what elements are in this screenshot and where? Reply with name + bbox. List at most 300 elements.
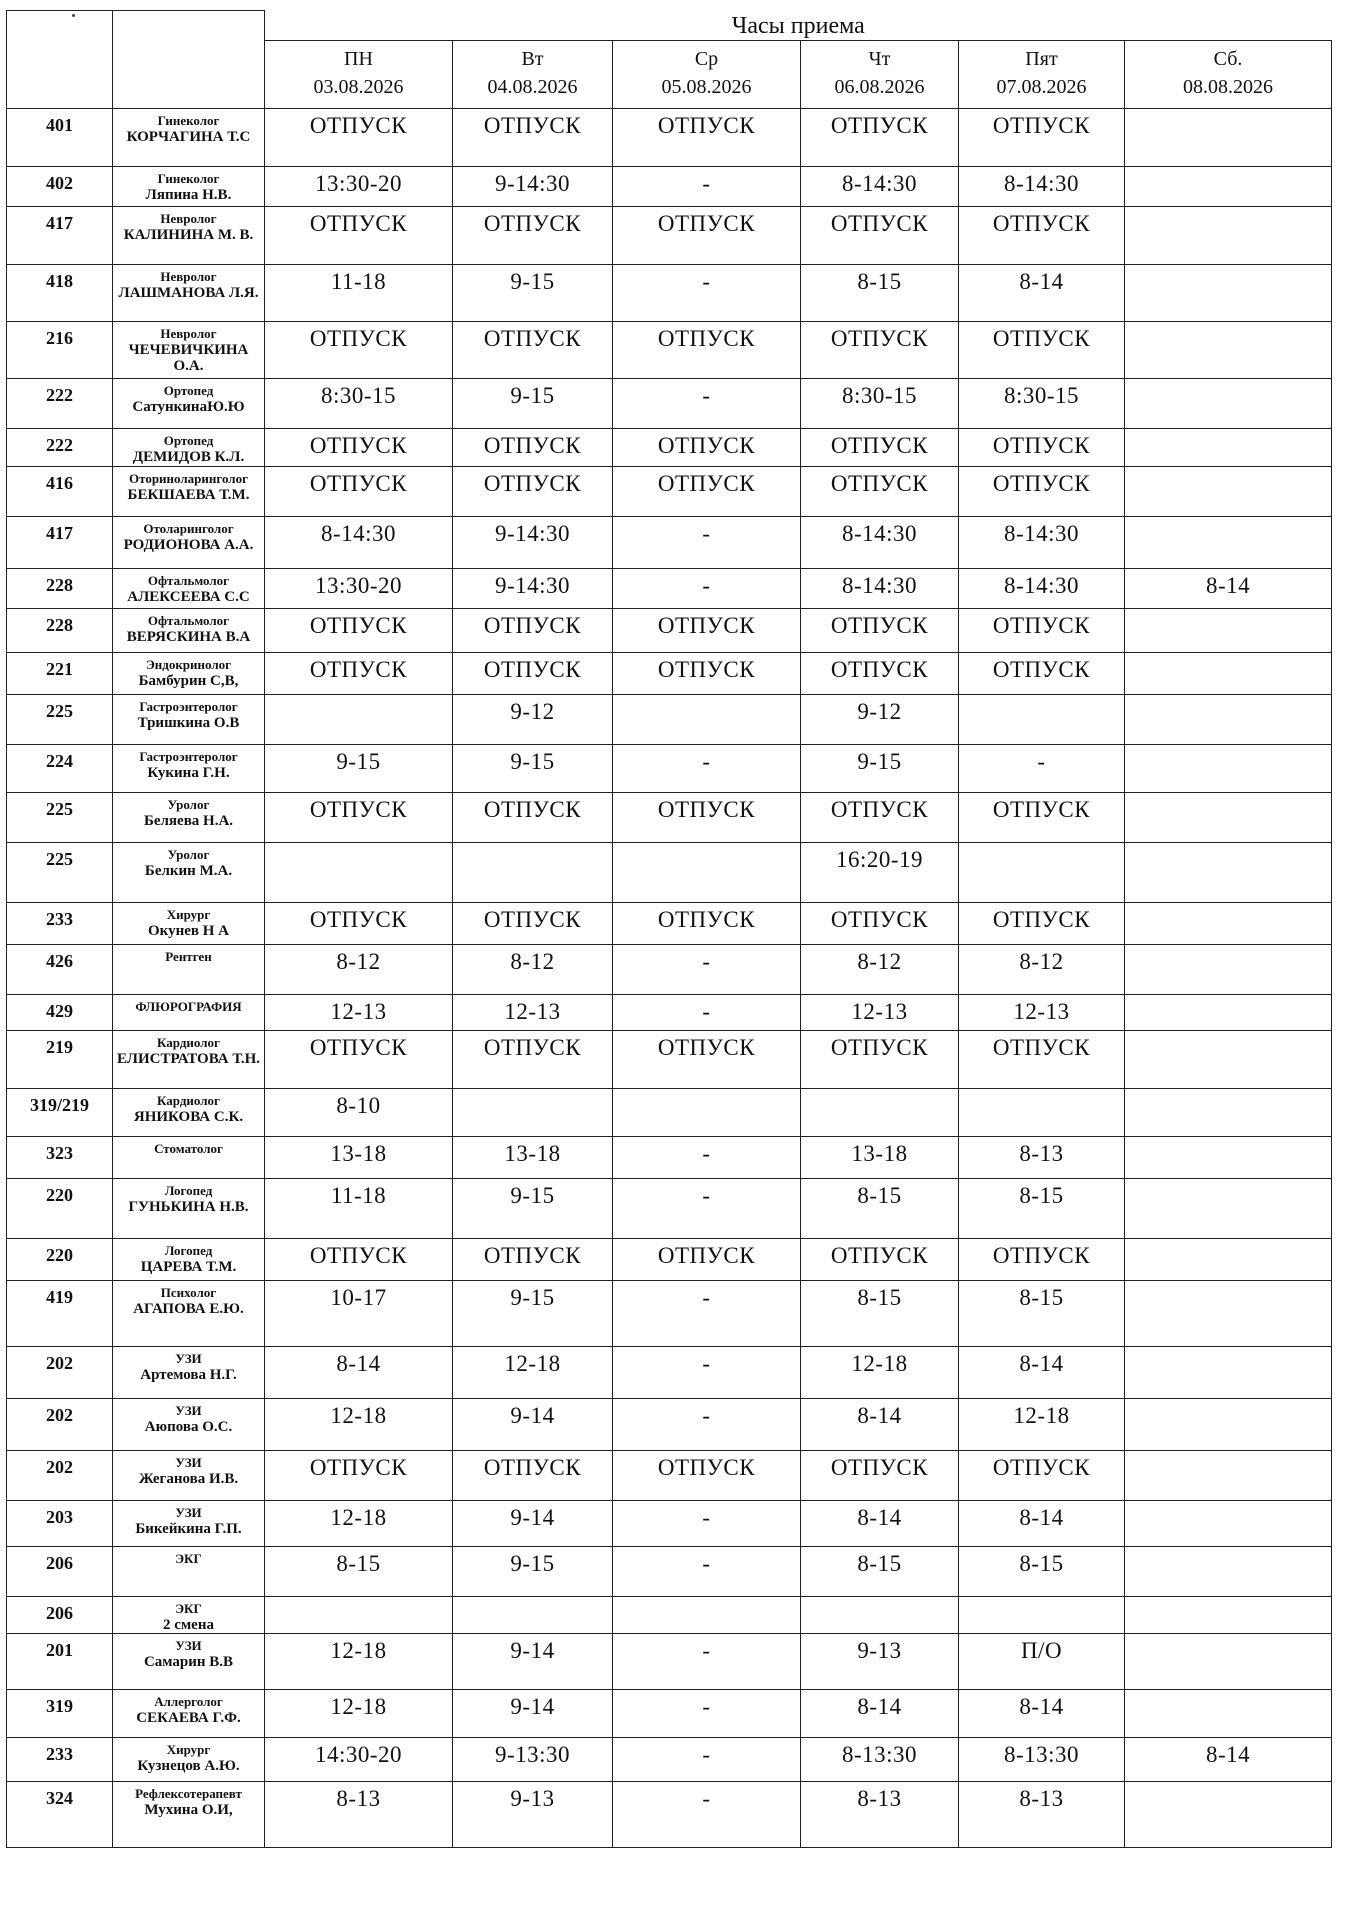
hours-cell: ОТПУСК: [613, 609, 801, 653]
table-row: [7, 1501, 1332, 1547]
hours-cell: ОТПУСК: [613, 207, 801, 265]
doctor-name: Кузнецов А.Ю.: [137, 1758, 240, 1774]
day-header-3: [801, 41, 959, 109]
hours-cell: 9-14: [453, 1634, 613, 1690]
table-row: [7, 1239, 1332, 1281]
hours-cell: [265, 695, 453, 745]
doctor-specialty: Рентген: [165, 949, 212, 964]
hours-cell: 9-15: [453, 1547, 613, 1597]
hours-cell: -: [613, 745, 801, 793]
hours-cell: ОТПУСК: [453, 793, 613, 843]
hours-cell: [1125, 609, 1332, 653]
room-number: 219: [7, 1031, 113, 1089]
doctor-cell: [113, 695, 265, 745]
hours-cell: ОТПУСК: [453, 609, 613, 653]
hours-cell: -: [613, 1137, 801, 1179]
doctor-name: Кукина Г.Н.: [147, 765, 230, 781]
hours-cell: [1125, 995, 1332, 1031]
hours-cell: 8:30-15: [801, 379, 959, 429]
hours-cell: 8-14:30: [265, 517, 453, 569]
doctor-cell: [113, 467, 265, 517]
hours-cell: [1125, 1451, 1332, 1501]
room-number: 225: [7, 793, 113, 843]
hours-cell: 11-18: [265, 1179, 453, 1239]
hours-cell: [1125, 517, 1332, 569]
hours-cell: -: [959, 745, 1125, 793]
hours-cell: [613, 695, 801, 745]
hours-cell: [1125, 1399, 1332, 1451]
hours-cell: ОТПУСК: [613, 322, 801, 379]
hours-cell: 8-15: [801, 1179, 959, 1239]
hours-cell: [1125, 1782, 1332, 1848]
hours-cell: [1125, 1634, 1332, 1690]
hours-cell: 8-15: [959, 1547, 1125, 1597]
hours-cell: ОТПУСК: [265, 1031, 453, 1089]
table-row: [7, 945, 1332, 995]
doctor-specialty: Отоларинголог: [143, 521, 234, 536]
hours-cell: ОТПУСК: [613, 1239, 801, 1281]
hours-cell: 9-15: [453, 1179, 613, 1239]
table-row: [7, 1399, 1332, 1451]
doctor-name: ВЕРЯСКИНА В.А: [126, 629, 251, 645]
room-number: 220: [7, 1179, 113, 1239]
day-header-1: [453, 41, 613, 109]
hours-cell: 12-18: [265, 1399, 453, 1451]
room-number: 319/219: [7, 1089, 113, 1137]
doctor-cell: [113, 945, 265, 995]
room-number: 220: [7, 1239, 113, 1281]
hours-cell: ОТПУСК: [613, 429, 801, 467]
doctor-specialty: Невролог: [160, 269, 217, 284]
table-row: [7, 517, 1332, 569]
hours-cell: ОТПУСК: [801, 429, 959, 467]
hours-cell: [1125, 467, 1332, 517]
doctor-cell: [113, 1501, 265, 1547]
doctor-cell: [113, 569, 265, 609]
room-number: 202: [7, 1347, 113, 1399]
hours-cell: 9-15: [453, 379, 613, 429]
doctor-name: Аюпова О.С.: [144, 1419, 233, 1435]
hours-cell: ОТПУСК: [453, 207, 613, 265]
table-row: [7, 1690, 1332, 1738]
hours-cell: 8-14: [801, 1690, 959, 1738]
room-number: 417: [7, 207, 113, 265]
room-number: 233: [7, 1738, 113, 1782]
hours-cell: 10-17: [265, 1281, 453, 1347]
day-header-0: [265, 41, 453, 109]
table-row: [7, 1738, 1332, 1782]
hours-cell: 12-18: [265, 1634, 453, 1690]
doctor-cell: [113, 167, 265, 207]
hours-cell: 8-15: [959, 1179, 1125, 1239]
hours-cell: ОТПУСК: [265, 653, 453, 695]
hours-cell: 9-13: [801, 1634, 959, 1690]
hours-cell: -: [613, 945, 801, 995]
doctor-specialty: Невролог: [160, 211, 217, 226]
table-row: [7, 467, 1332, 517]
hours-cell: ОТПУСК: [959, 653, 1125, 695]
doctor-cell: [113, 1281, 265, 1347]
hours-cell: ОТПУСК: [801, 609, 959, 653]
doctor-name: БЕКШАЕВА Т.М.: [127, 487, 250, 503]
hours-cell: 12-18: [265, 1690, 453, 1738]
hours-cell: ОТПУСК: [959, 903, 1125, 945]
hours-cell: ОТПУСК: [453, 1451, 613, 1501]
doctor-cell: [113, 1597, 265, 1634]
hours-cell: -: [613, 995, 801, 1031]
doctor-name: Окунев Н А: [148, 923, 229, 939]
room-number: 416: [7, 467, 113, 517]
hours-cell: -: [613, 1399, 801, 1451]
doctor-specialty: Оториноларинголог: [129, 471, 248, 486]
day-date: 05.08.2026: [661, 76, 752, 98]
room-number: 228: [7, 609, 113, 653]
hours-cell: ОТПУСК: [453, 1239, 613, 1281]
hours-cell: 8-15: [801, 1547, 959, 1597]
hours-cell: 13-18: [801, 1137, 959, 1179]
room-number: 419: [7, 1281, 113, 1347]
table-row: [7, 903, 1332, 945]
hours-cell: ОТПУСК: [453, 1031, 613, 1089]
table-row: [7, 265, 1332, 322]
hours-cell: 9-14:30: [453, 517, 613, 569]
room-number: 206: [7, 1547, 113, 1597]
hours-cell: [613, 1089, 801, 1137]
hours-cell: 8-14: [265, 1347, 453, 1399]
hours-cell: ОТПУСК: [801, 653, 959, 695]
room-number: 401: [7, 109, 113, 167]
hours-cell: -: [613, 1501, 801, 1547]
room-number: 324: [7, 1782, 113, 1848]
hours-cell: ОТПУСК: [265, 207, 453, 265]
table-row: [7, 793, 1332, 843]
doctor-cell: [113, 903, 265, 945]
doctor-cell: [113, 1738, 265, 1782]
hours-cell: ОТПУСК: [801, 207, 959, 265]
room-number: 426: [7, 945, 113, 995]
day-date: 08.08.2026: [1183, 76, 1274, 98]
doctor-specialty: Гастроэнтеролог: [139, 699, 238, 714]
hours-cell: 12-13: [801, 995, 959, 1031]
room-number: 221: [7, 653, 113, 695]
doctor-specialty: УЗИ: [175, 1403, 202, 1418]
hours-cell: [1125, 695, 1332, 745]
doctor-specialty: Хирург: [166, 907, 211, 922]
table-row: [7, 167, 1332, 207]
hours-cell: [1125, 1547, 1332, 1597]
table-row: [7, 1281, 1332, 1347]
hours-cell: 8-14:30: [959, 569, 1125, 609]
doctor-name: СатункинаЮ.Ю: [132, 399, 245, 415]
doctor-cell: [113, 1239, 265, 1281]
day-header-4: [959, 41, 1125, 109]
day-name: Ср: [694, 48, 719, 70]
hours-cell: -: [613, 569, 801, 609]
hours-cell: 8-12: [265, 945, 453, 995]
doctor-specialty: Эндокринолог: [145, 657, 232, 672]
hours-cell: -: [613, 1347, 801, 1399]
room-number: 429: [7, 995, 113, 1031]
hours-cell: ОТПУСК: [801, 109, 959, 167]
doctor-specialty: Ортопед: [163, 433, 214, 448]
doctor-name: Белкин М.А.: [144, 863, 233, 879]
hours-cell: [453, 1597, 613, 1634]
doctor-name: Мухина О.И,: [144, 1802, 233, 1818]
hours-cell: [613, 843, 801, 903]
hours-cell: 12-13: [959, 995, 1125, 1031]
table-row: [7, 1782, 1332, 1848]
hours-cell: 9-14: [453, 1690, 613, 1738]
doctor-name: РОДИОНОВА А.А.: [123, 537, 254, 553]
hours-cell: 13:30-20: [265, 569, 453, 609]
hours-cell: [1125, 945, 1332, 995]
doctor-cell: [113, 109, 265, 167]
hours-cell: [1125, 1031, 1332, 1089]
hours-cell: [265, 1597, 453, 1634]
doctor-specialty: Аллерголог: [154, 1694, 223, 1709]
hours-cell: ОТПУСК: [959, 793, 1125, 843]
hours-cell: [1125, 1501, 1332, 1547]
hours-cell: ОТПУСК: [959, 609, 1125, 653]
hours-cell: [1125, 1179, 1332, 1239]
hours-cell: ОТПУСК: [265, 903, 453, 945]
hours-cell: ОТПУСК: [959, 1239, 1125, 1281]
hours-cell: П/О: [959, 1634, 1125, 1690]
doctor-specialty: Стоматолог: [154, 1141, 223, 1156]
doctor-specialty: УЗИ: [175, 1455, 202, 1470]
hours-cell: 12-18: [801, 1347, 959, 1399]
table-row: [7, 1137, 1332, 1179]
doctor-name: Тришкина О.В: [137, 715, 240, 731]
doctor-specialty: Кардиолог: [157, 1035, 220, 1050]
table-row: [7, 1347, 1332, 1399]
hours-cell: ОТПУСК: [453, 903, 613, 945]
hours-cell: 9-14: [453, 1399, 613, 1451]
hours-cell: 8-14: [959, 1347, 1125, 1399]
doctor-specialty: Рефлексотерапевт: [135, 1786, 242, 1801]
hours-cell: ОТПУСК: [959, 109, 1125, 167]
hours-cell: 8-15: [265, 1547, 453, 1597]
hours-cell: [1125, 903, 1332, 945]
table-row: [7, 1089, 1332, 1137]
day-date: 07.08.2026: [996, 76, 1087, 98]
table-row: [7, 995, 1332, 1031]
doctor-cell: [113, 1137, 265, 1179]
hours-cell: 8:30-15: [959, 379, 1125, 429]
hours-cell: ОТПУСК: [613, 467, 801, 517]
hours-cell: -: [613, 1179, 801, 1239]
hours-cell: 8-14: [959, 1501, 1125, 1547]
hours-cell: [1125, 1089, 1332, 1137]
hours-cell: 9-13: [453, 1782, 613, 1848]
hours-cell: 8-13: [801, 1782, 959, 1848]
page-title: Часы приема: [265, 11, 1332, 41]
hours-cell: ОТПУСК: [959, 467, 1125, 517]
hours-cell: 8-13: [959, 1137, 1125, 1179]
hours-cell: ОТПУСК: [959, 429, 1125, 467]
hours-cell: ОТПУСК: [265, 1239, 453, 1281]
hours-cell: [1125, 745, 1332, 793]
hours-cell: ОТПУСК: [801, 793, 959, 843]
doctor-name: Жеганова И.В.: [138, 1471, 239, 1487]
room-number: 202: [7, 1399, 113, 1451]
doctor-cell: [113, 1782, 265, 1848]
hours-cell: 16:20-19: [801, 843, 959, 903]
hours-cell: 8-14: [959, 1690, 1125, 1738]
hours-cell: 8-12: [801, 945, 959, 995]
hours-cell: ОТПУСК: [801, 903, 959, 945]
hours-cell: 9-15: [801, 745, 959, 793]
hours-cell: -: [613, 167, 801, 207]
doctor-specialty: Уролог: [167, 847, 210, 862]
hours-cell: [265, 843, 453, 903]
table-row: [7, 1597, 1332, 1634]
hours-cell: [801, 1597, 959, 1634]
doctor-specialty: Логопед: [164, 1183, 213, 1198]
doctor-specialty: УЗИ: [175, 1505, 202, 1520]
hours-cell: ОТПУСК: [801, 1451, 959, 1501]
hours-cell: -: [613, 517, 801, 569]
hours-cell: 12-13: [265, 995, 453, 1031]
hours-cell: [1125, 167, 1332, 207]
hours-cell: 13-18: [453, 1137, 613, 1179]
doctor-name: ЯНИКОВА С.К.: [133, 1109, 244, 1125]
hours-cell: ОТПУСК: [453, 467, 613, 517]
doctor-cell: [113, 1089, 265, 1137]
table-row: [7, 1547, 1332, 1597]
room-number: 206: [7, 1597, 113, 1634]
table-row: [7, 609, 1332, 653]
hours-cell: [453, 843, 613, 903]
doctor-cell: [113, 609, 265, 653]
hours-cell: [1125, 207, 1332, 265]
doctor-specialty: Офтальмолог: [147, 573, 230, 588]
doctor-specialty: Психолог: [160, 1285, 217, 1300]
hours-cell: 8-14: [959, 265, 1125, 322]
hours-cell: ОТПУСК: [959, 207, 1125, 265]
doctor-name: ЧЕЧЕВИЧКИНА О.А.: [128, 342, 249, 374]
doctor-specialty: ЭКГ: [175, 1551, 202, 1566]
doctor-specialty: Кардиолог: [157, 1093, 220, 1108]
hours-cell: 8-14:30: [959, 517, 1125, 569]
doctor-name: Беляева Н.А.: [143, 813, 234, 829]
hours-cell: -: [613, 1738, 801, 1782]
hours-cell: [959, 1089, 1125, 1137]
hours-cell: 8-14: [1125, 1738, 1332, 1782]
doctor-cell: [113, 1451, 265, 1501]
hours-cell: 8-15: [959, 1281, 1125, 1347]
doctor-specialty: Невролог: [160, 326, 217, 341]
hours-cell: ОТПУСК: [613, 793, 801, 843]
day-name: Вт: [521, 48, 544, 70]
doctor-specialty: ЭКГ: [175, 1601, 202, 1616]
doctor-specialty: ФЛЮРОГРАФИЯ: [135, 999, 242, 1014]
table-row: [7, 745, 1332, 793]
hours-cell: 8-15: [801, 1281, 959, 1347]
hours-cell: 9-14: [453, 1501, 613, 1547]
hours-cell: [613, 1597, 801, 1634]
hours-cell: 8-10: [265, 1089, 453, 1137]
hours-cell: 8-13: [265, 1782, 453, 1848]
table-row: [7, 1451, 1332, 1501]
table-row: [7, 695, 1332, 745]
hours-cell: ОТПУСК: [453, 109, 613, 167]
doctor-specialty: Логопед: [164, 1243, 213, 1258]
doctor-cell: [113, 1634, 265, 1690]
hours-cell: 12-18: [959, 1399, 1125, 1451]
table-row: [7, 429, 1332, 467]
doctor-specialty: Хирург: [166, 1742, 211, 1757]
hours-cell: 8-14:30: [801, 569, 959, 609]
room-number: 233: [7, 903, 113, 945]
table-row: [7, 653, 1332, 695]
day-header-5: [1125, 41, 1332, 109]
hours-cell: ОТПУСК: [265, 1451, 453, 1501]
doctor-name: Ляпина Н.В.: [145, 187, 232, 203]
hours-cell: [959, 695, 1125, 745]
doctor-name: Артемова Н.Г.: [140, 1367, 237, 1383]
hours-cell: [1125, 429, 1332, 467]
doctor-name: 2 смена: [163, 1617, 214, 1633]
hours-cell: [1125, 1137, 1332, 1179]
hours-cell: 13-18: [265, 1137, 453, 1179]
doctor-name: АГАПОВА Е.Ю.: [133, 1301, 244, 1317]
hours-cell: 8-13:30: [959, 1738, 1125, 1782]
room-number: 225: [7, 843, 113, 903]
room-number: 228: [7, 569, 113, 609]
hours-cell: -: [613, 1547, 801, 1597]
schedule-sheet: [6, 10, 1331, 1848]
room-number: 222: [7, 429, 113, 467]
doctor-specialty: УЗИ: [175, 1351, 202, 1366]
hours-cell: 8-14: [1125, 569, 1332, 609]
hours-cell: ОТПУСК: [453, 653, 613, 695]
doctor-cell: [113, 517, 265, 569]
hours-cell: [959, 843, 1125, 903]
doctor-cell: [113, 379, 265, 429]
table-row: [7, 1634, 1332, 1690]
hours-cell: 12-13: [453, 995, 613, 1031]
room-number: 402: [7, 167, 113, 207]
doctor-cell: [113, 653, 265, 695]
day-date: 04.08.2026: [487, 76, 578, 98]
room-number: 319: [7, 1690, 113, 1738]
table-row: [7, 1179, 1332, 1239]
doctor-name: Бикейкина Г.П.: [135, 1521, 242, 1537]
doctor-specialty: УЗИ: [175, 1638, 202, 1653]
doctor-name: Бамбурин С,В,: [138, 673, 239, 689]
hours-cell: ОТПУСК: [613, 903, 801, 945]
hours-cell: -: [613, 1281, 801, 1347]
hours-cell: [959, 1597, 1125, 1634]
table-row: [7, 207, 1332, 265]
hours-cell: ОТПУСК: [265, 109, 453, 167]
table-row: [7, 322, 1332, 379]
hours-cell: ОТПУСК: [265, 467, 453, 517]
table-row: [7, 109, 1332, 167]
room-number: 202: [7, 1451, 113, 1501]
table-row: [7, 1031, 1332, 1089]
hours-cell: ОТПУСК: [453, 429, 613, 467]
hours-cell: 11-18: [265, 265, 453, 322]
room-number: 216: [7, 322, 113, 379]
hours-cell: 9-14:30: [453, 167, 613, 207]
hours-cell: ОТПУСК: [613, 653, 801, 695]
doctor-cell: [113, 1399, 265, 1451]
hours-cell: ОТПУСК: [265, 322, 453, 379]
schedule-table: [6, 10, 1332, 1848]
hours-cell: 12-18: [265, 1501, 453, 1547]
